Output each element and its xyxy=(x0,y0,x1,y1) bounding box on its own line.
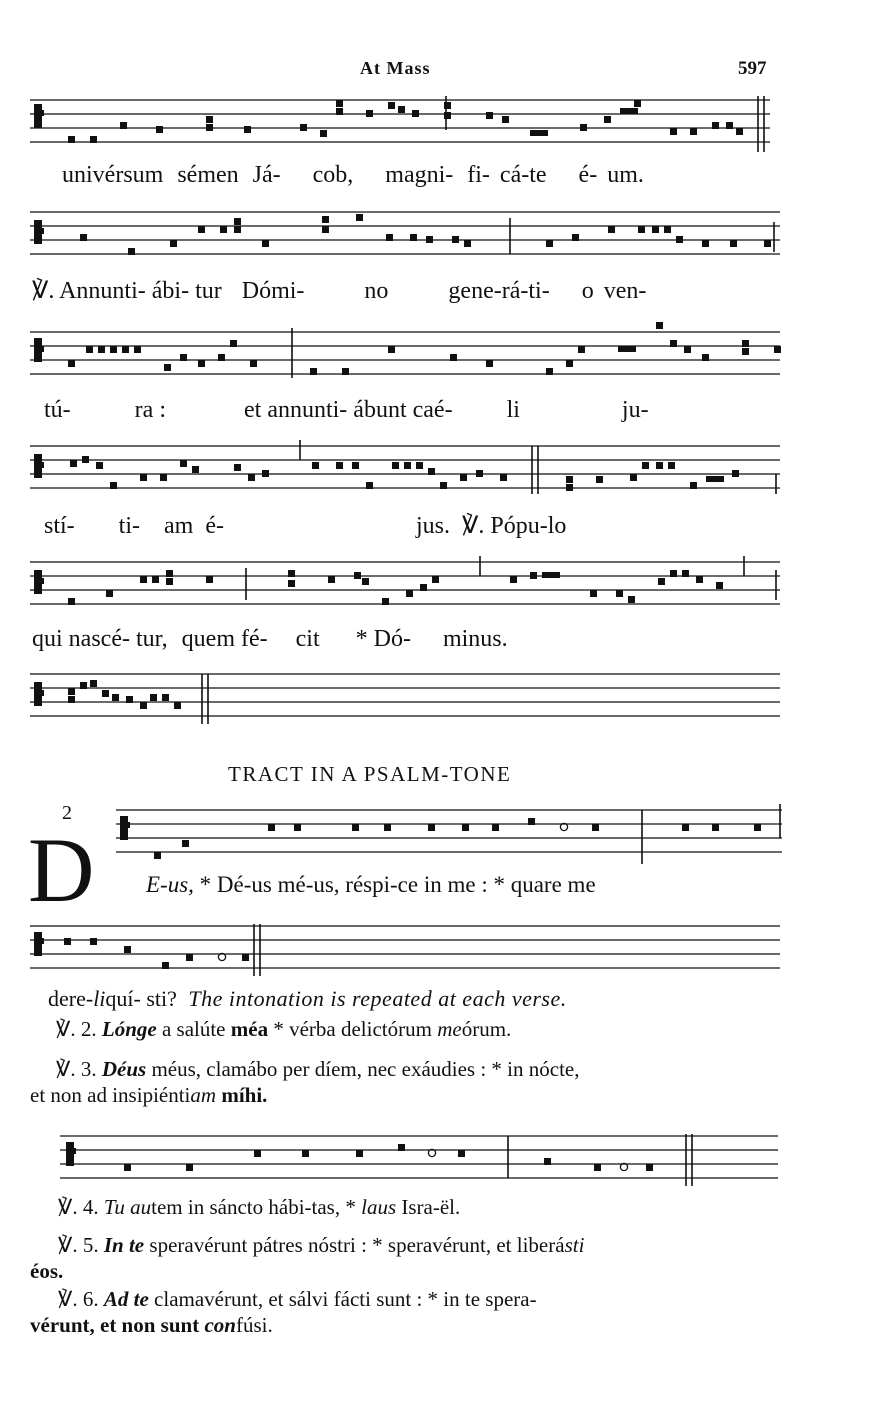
verse-text: tem in sáncto hábi-tas, * xyxy=(151,1195,362,1219)
syllable: nascé- xyxy=(68,626,130,652)
syllable: li xyxy=(506,397,520,423)
verse-text: Isra-ël. xyxy=(396,1195,461,1219)
lyric-line-5 xyxy=(32,626,508,653)
syllable: Já- xyxy=(252,162,281,188)
lyric-line-1 xyxy=(62,162,644,189)
verse-number: ℣. 2. xyxy=(56,1017,97,1041)
verse-text: am xyxy=(190,1083,217,1107)
verse-5 xyxy=(58,1232,788,1258)
verse-text: Déus xyxy=(101,1057,147,1081)
syllable: jus. xyxy=(415,513,450,539)
verse-4 xyxy=(58,1194,788,1220)
rubric: The intonation is repeated at each verse. xyxy=(188,986,567,1011)
syllable: tur xyxy=(195,278,222,304)
verse-text: et non ad insipiénti xyxy=(30,1083,191,1107)
tract-staff-2 xyxy=(30,920,780,980)
verse-number: ℣. 4. xyxy=(58,1195,99,1219)
verse-text: speravérunt pátres nóstri : * speravérunt, et liberá xyxy=(144,1233,565,1257)
staff-4 xyxy=(30,440,780,500)
staff-3 xyxy=(30,322,780,388)
staff-6-svg xyxy=(30,668,780,728)
verse-text: míhi. xyxy=(216,1083,268,1107)
tract-staff-3 xyxy=(60,1130,780,1190)
syllable: fé- xyxy=(241,626,268,652)
verse-text: Lónge xyxy=(101,1017,157,1041)
syllable: é- xyxy=(205,513,224,539)
verse-text: * vérba delictórum xyxy=(268,1017,438,1041)
staff-2 xyxy=(30,208,780,268)
syllable: o xyxy=(581,278,594,304)
lyric-line-3 xyxy=(44,397,649,424)
verse-text: me xyxy=(437,1017,462,1041)
tract-staff-1 xyxy=(116,804,786,870)
tract-lyric-2 xyxy=(48,986,567,1012)
staff-1-svg xyxy=(30,96,780,156)
syllable: cob, xyxy=(312,162,354,188)
staff-1 xyxy=(30,96,780,156)
syllable: stí- xyxy=(44,513,75,539)
syllable: fi- xyxy=(467,162,490,188)
intonation-text: E-us, xyxy=(146,872,194,897)
tract-staff-1-svg xyxy=(116,804,786,870)
verse-text: méus, clamábo per díem, nec exáudies : * in nócte, xyxy=(146,1057,580,1081)
staff-2-svg xyxy=(30,208,780,268)
syllable: am xyxy=(164,513,194,539)
syllable: gene-rá-ti- xyxy=(448,278,550,304)
syllable: magni- xyxy=(385,162,454,188)
verse-5-cont xyxy=(30,1258,780,1284)
verse-text: Tu xyxy=(103,1195,131,1219)
verse-number: ℣. 3. xyxy=(56,1057,97,1081)
syllable: ℣. Pópu-lo xyxy=(462,513,567,539)
verse-6-cont xyxy=(30,1312,780,1338)
syllable: qui xyxy=(32,626,63,652)
verse-text: vérunt, et non sunt xyxy=(30,1313,205,1337)
syllable: um. xyxy=(607,162,644,188)
syllable: cá-te xyxy=(499,162,547,188)
staff-6 xyxy=(30,668,780,728)
syllable: ra : xyxy=(134,397,166,423)
syllable: ven- xyxy=(603,278,647,304)
staff-5 xyxy=(30,556,780,616)
tract-text: * Dé-us mé-us, réspi-ce in me : * quare me xyxy=(193,872,596,897)
syllable: et xyxy=(243,397,262,423)
syllable: sémen xyxy=(177,162,239,188)
verse-text: clamavérunt, et sálvi fácti sunt : * in te spera- xyxy=(148,1287,537,1311)
tract-text: li xyxy=(93,986,106,1011)
verse-text: a salúte xyxy=(156,1017,231,1041)
syllable: quem xyxy=(181,626,235,652)
verse-text: In te xyxy=(103,1233,145,1257)
staff-3-svg xyxy=(30,322,780,388)
lyric-line-4 xyxy=(44,511,566,540)
verse-3-cont xyxy=(30,1082,780,1108)
verse-text: con xyxy=(204,1313,236,1337)
verse-text: Ad te xyxy=(103,1287,149,1311)
syllable: Dómi- xyxy=(241,278,305,304)
lyric-line-2 xyxy=(32,276,646,305)
staff-4-svg xyxy=(30,440,780,500)
initial-letter: D xyxy=(28,819,95,921)
syllable: caé- xyxy=(412,397,453,423)
syllable: annunti- xyxy=(267,397,348,423)
verse-text: laus xyxy=(361,1195,397,1219)
syllable: ju- xyxy=(621,397,649,423)
staff-5-svg xyxy=(30,556,780,616)
verse-number: ℣. 5. xyxy=(58,1233,99,1257)
syllable: cit xyxy=(295,626,320,652)
syllable: ábunt xyxy=(353,397,407,423)
verse-6 xyxy=(58,1286,788,1312)
verse-text: sti xyxy=(564,1233,585,1257)
syllable: minus. xyxy=(442,626,508,652)
verse-3 xyxy=(56,1056,786,1082)
tract-staff-2-svg xyxy=(30,920,780,980)
verse-text: au xyxy=(130,1195,152,1219)
syllable: * Dó- xyxy=(355,626,411,652)
syllable: ti- xyxy=(118,513,140,539)
syllable: é- xyxy=(578,162,598,188)
syllable: ábi- xyxy=(151,278,190,304)
verse-text: éos. xyxy=(30,1259,64,1283)
verse-2 xyxy=(56,1016,786,1042)
verse-text: méa xyxy=(230,1017,269,1041)
syllable: tú- xyxy=(44,397,71,423)
section-title: TRACT IN A PSALM-TONE xyxy=(228,762,512,786)
page-number: 597 xyxy=(738,58,767,79)
mode-number: 2 xyxy=(62,802,72,824)
syllable: tur, xyxy=(135,626,168,652)
syllable: ℣. Annunti- xyxy=(32,278,146,304)
tract-staff-3-svg xyxy=(60,1130,780,1190)
verse-number: ℣. 6. xyxy=(58,1287,99,1311)
syllable: univérsum xyxy=(62,162,164,188)
verse-text: fúsi. xyxy=(235,1313,273,1337)
tract-text: quí- sti? xyxy=(105,986,177,1011)
tract-text: dere- xyxy=(48,986,94,1011)
tract-lyric-1 xyxy=(146,872,596,898)
verse-text: órum. xyxy=(461,1017,512,1041)
syllable: no xyxy=(364,278,389,304)
running-head: At Mass xyxy=(360,58,431,78)
